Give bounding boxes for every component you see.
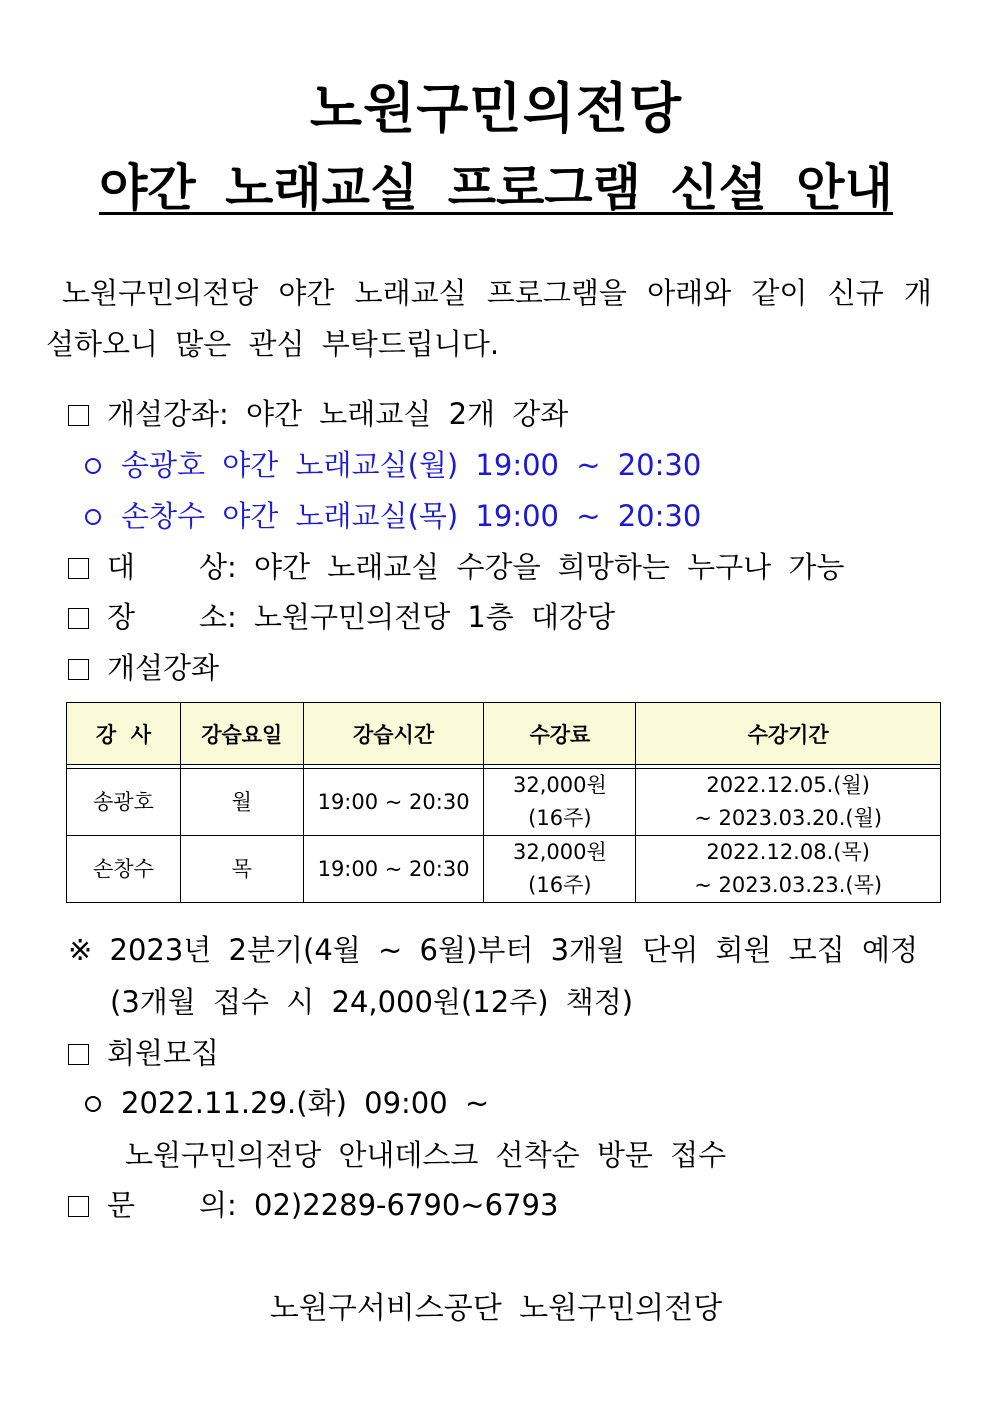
table-row <box>67 769 941 836</box>
recruit-line-2: 노원구민의전당 안내데스크 선착순 방문 접수 <box>125 1138 727 1172</box>
course-heading <box>68 392 568 433</box>
intro-line-1: 노원구민의전당 야간 노래교실 프로그램을 아래와 같이 신규 개 <box>62 276 932 310</box>
table-heading-text: 개설강좌 <box>107 651 220 685</box>
period-cell <box>636 836 941 903</box>
header-cell: 수강기간 <box>636 703 941 765</box>
target-value: 야간 노래교실 수강을 희망하는 누구나 가능 <box>254 550 845 584</box>
fee-weeks: (16주) <box>528 806 592 830</box>
circle-bullet-icon <box>85 509 101 525</box>
period-cell <box>636 769 941 836</box>
teacher-cell: 송광호 <box>67 769 181 836</box>
course-item-text: 손창수 야간 노래교실(목) 19:00 ~ 20:30 <box>121 499 702 533</box>
course-item-text: 송광호 야간 노래교실(월) 19:00 ~ 20:30 <box>121 448 702 482</box>
teacher-cell: 손창수 <box>67 836 181 903</box>
contact-label-b: 의: <box>199 1188 237 1222</box>
checkbox-square-icon <box>68 1044 89 1065</box>
period-end: ~ 2023.03.23.(목) <box>694 873 883 897</box>
table-heading <box>68 646 219 687</box>
table-row <box>67 836 941 903</box>
period-start: 2022.12.05.(월) <box>706 773 870 797</box>
recruit-line-1: 2022.11.29.(화) 09:00 ~ <box>121 1086 490 1120</box>
fee-cell <box>484 769 636 836</box>
contact-label-a: 문 <box>107 1188 136 1222</box>
fee-weeks: (16주) <box>528 873 592 897</box>
course-label: 개설강좌: 야간 노래교실 2개 강좌 <box>107 397 569 431</box>
contact-row <box>68 1183 558 1224</box>
header-cell: 강 사 <box>67 703 181 765</box>
note-line-1: ※ 2023년 2분기(4월 ~ 6월)부터 3개월 단위 회원 모집 예정 <box>68 933 919 967</box>
page-title: 노원구민의전당 <box>309 77 683 140</box>
target-label-a: 대 <box>107 550 136 584</box>
contact-value: 02)2289-6790~6793 <box>254 1188 559 1222</box>
table-header-row <box>67 703 941 765</box>
circle-bullet-icon <box>85 1096 101 1112</box>
intro-line-2: 설하오니 많은 관심 부탁드립니다. <box>46 327 500 361</box>
recruit-label: 회원모집 <box>107 1036 220 1070</box>
period-end: ~ 2023.03.20.(월) <box>694 806 883 830</box>
time-cell: 19:00 ~ 20:30 <box>303 836 484 903</box>
recruit-item <box>85 1081 489 1122</box>
place-row <box>68 595 615 636</box>
circle-bullet-icon <box>85 458 101 474</box>
checkbox-square-icon <box>68 659 89 680</box>
course-item <box>85 443 701 484</box>
place-label-b: 소: <box>199 600 237 634</box>
header-cell: 강습요일 <box>180 703 303 765</box>
place-label-a: 장 <box>107 600 136 634</box>
header-cell: 수강료 <box>484 703 636 765</box>
target-row <box>68 545 844 586</box>
note-line-2: (3개월 접수 시 24,000원(12주) 책정) <box>110 985 634 1019</box>
footer-organization: 노원구서비스공단 노원구민의전당 <box>269 1291 723 1326</box>
course-item <box>85 494 701 535</box>
page-subtitle <box>0 148 992 220</box>
day-cell: 월 <box>180 769 303 836</box>
subtitle-text: 야간 노래교실 프로그램 신설 안내 <box>99 159 893 217</box>
recruit-heading <box>68 1031 219 1072</box>
schedule-table <box>66 702 941 903</box>
period-start: 2022.12.08.(목) <box>706 840 870 864</box>
checkbox-square-icon <box>68 405 89 426</box>
fee-cell <box>484 836 636 903</box>
day-cell: 목 <box>180 836 303 903</box>
checkbox-square-icon <box>68 608 89 629</box>
target-label-b: 상: <box>199 550 237 584</box>
fee-amount: 32,000원 <box>512 773 607 797</box>
place-value: 노원구민의전당 1층 대강당 <box>254 600 616 634</box>
fee-amount: 32,000원 <box>512 840 607 864</box>
time-cell: 19:00 ~ 20:30 <box>303 769 484 836</box>
checkbox-square-icon <box>68 558 89 579</box>
checkbox-square-icon <box>68 1196 89 1217</box>
header-cell: 강습시간 <box>303 703 484 765</box>
